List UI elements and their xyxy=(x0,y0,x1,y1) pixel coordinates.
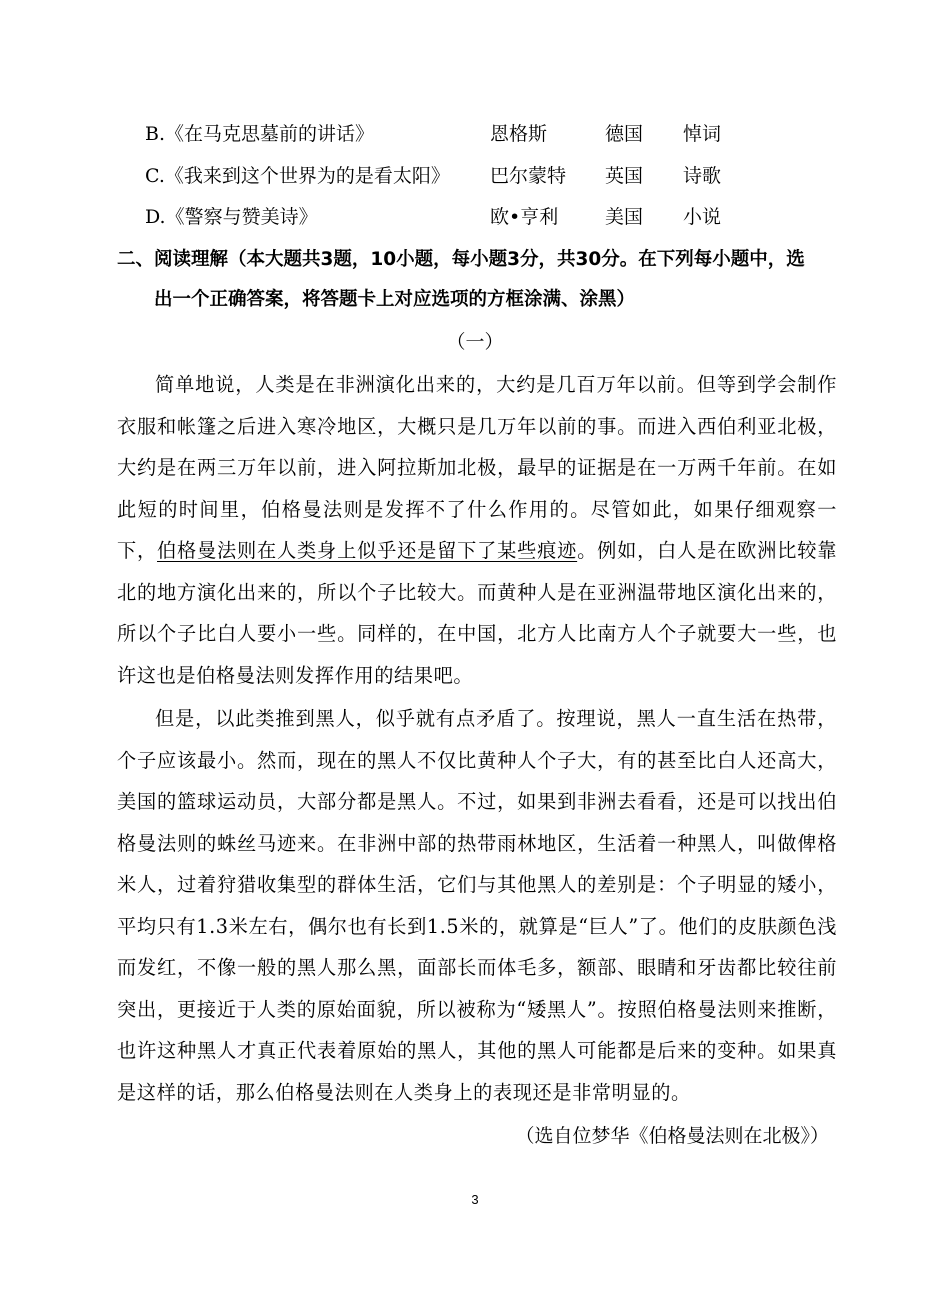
section-heading xyxy=(117,240,837,320)
option-genre: 悼词 xyxy=(683,123,722,145)
paragraph-2: 但是，以此类推到黑人，似乎就有点矛盾了。按理说，黑人一直生活在热带，个子应该最小。然而，现在的黑人不仅比黄种人个子大，有的甚至比白人还高大，美国的篮球运动员，大部分都是黑人。不过，如果到非洲去看看，还是可以找出伯格曼法则的蛛丝马迹来。在非洲中部的热带雨林地区，生活着一种黑人，叫做俾格米人，过着狩猎收集型的群体生活，它们与其他黑人的差别是：个子明显的矮小，平均只有1.3米左右，偶尔也有长到1.5米的，就算是“巨人”了。他们的皮肤颜色浅而发红，不像一般的黑人那么黑，面部长而体毛多，额部、眼睛和牙齿都比较往前突出，更接近于人类的原始面貌，所以被称为“矮黑人”。按照伯格曼法则来推断，也许这种黑人才真正代表着原始的黑人，其他的黑人可能都是后来的变种。如果真是这样的话，那么伯格曼法则在人类身上的表现还是非常明显的。 xyxy=(117,707,837,1104)
option-row-d xyxy=(0,197,950,237)
underlined-sentence: 伯格曼法则在人类身上似乎还是留下了某些痕迹 xyxy=(157,539,578,562)
paragraph-1-text: 简单地说，人类是在非洲演化出来的，大约是几百万年以前。但等到学会制作衣服和帐篷之后进入寒冷地区，大概只是几万年以前的事。而进入西伯利亚北极，大约是在两三万年以前，进入阿拉斯加北极，最早的证据是在一万两千年前。在如此短的时间里，伯格曼法则是发挥不了什么作用的。尽管如此，如果仔细观察一下， xyxy=(117,373,837,562)
part-title: （一） xyxy=(446,331,504,353)
option-country: 英国 xyxy=(605,165,644,187)
option-author: 欧•亨利 xyxy=(490,206,559,228)
option-author: 恩格斯 xyxy=(490,123,548,145)
section-heading-line1: 二、阅读理解（本大题共3题，10小题，每小题3分，共30分。在下列每小题中，选 xyxy=(117,249,805,270)
section-heading-line2: 出一个正确答案，将答题卡上对应选项的方框涂满、涂黑） xyxy=(154,289,636,310)
option-genre: 诗歌 xyxy=(683,165,722,187)
option-country: 德国 xyxy=(605,123,644,145)
option-title: D.《警察与赞美诗》 xyxy=(145,206,318,228)
paragraph-1-text-end: 。例如，白人是在欧洲比较靠北的地方演化出来的，所以个子比较大。而黄种人是在亚洲温带地区演化出来的，所以个子比白人要小一些。同样的，在中国，北方人比南方人个子就要大一些，也许这也是伯格曼法则发挥作用的结果吧。 xyxy=(117,539,837,687)
source-citation: （选自位梦华《伯格曼法则在北极》） xyxy=(515,1125,829,1147)
option-country: 美国 xyxy=(605,206,644,228)
option-row-b xyxy=(0,114,950,154)
paragraph-1 xyxy=(117,364,837,696)
option-row-c xyxy=(0,156,950,196)
option-author: 巴尔蒙特 xyxy=(490,165,567,187)
page-number: 3 xyxy=(471,1192,479,1207)
option-genre: 小说 xyxy=(683,206,722,228)
option-title: C.《我来到这个世界为的是看太阳》 xyxy=(145,165,450,187)
option-title: B.《在马克思墓前的讲话》 xyxy=(145,123,375,145)
